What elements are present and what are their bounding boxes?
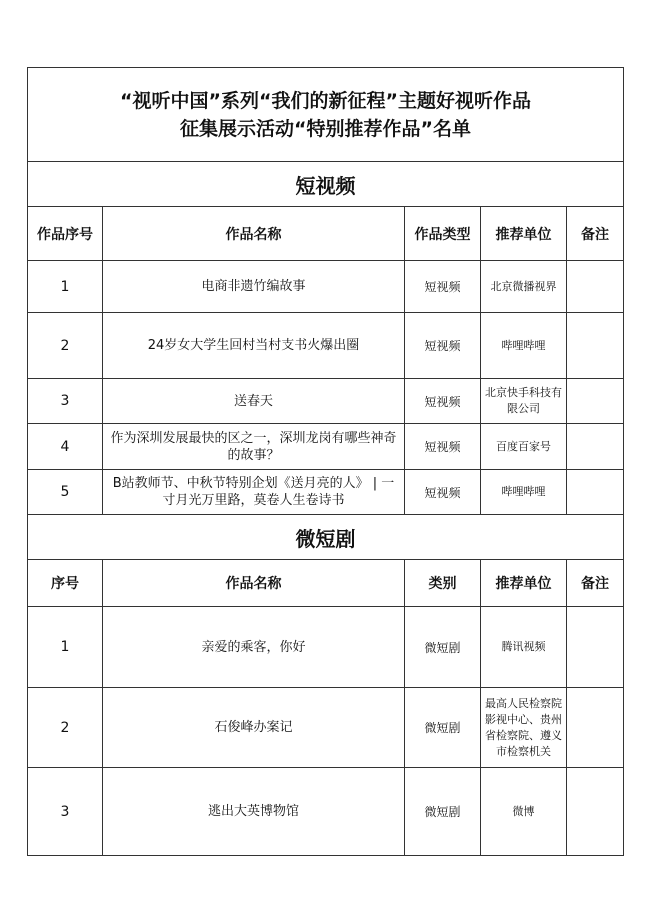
section-heading-row (28, 515, 624, 560)
remark (567, 261, 624, 313)
table-row (28, 424, 624, 470)
remark (567, 313, 624, 379)
row-number: 3 (28, 768, 103, 856)
unit-line: 北京快手科技有 (485, 386, 562, 399)
work-name: 电商非遗竹编故事 (103, 261, 405, 313)
section-title: 短视频 (28, 162, 624, 207)
work-name: B站教师节、中秋节特别企划《送月亮的人》 | 一寸月光万里路，莫卷人生卷诗书 (103, 470, 405, 515)
title-line2: 征集展示活动“特别推荐作品”名单 (180, 117, 471, 140)
row-number: 4 (28, 424, 103, 470)
work-type: 微短剧 (405, 688, 481, 768)
unit-line: 最高人民检察院 (485, 696, 562, 710)
unit-line: 限公司 (507, 402, 540, 415)
recommending-unit (481, 607, 567, 688)
work-type: 微短剧 (405, 768, 481, 856)
recommending-unit (481, 768, 567, 856)
unit-line: 百度百家号 (496, 439, 551, 453)
table-row (28, 470, 624, 515)
table-header-row (28, 207, 624, 261)
document-table (27, 67, 624, 856)
work-name: 作为深圳发展最快的区之一，深圳龙岗有哪些神奇的故事？ (103, 424, 405, 470)
table-row (28, 313, 624, 379)
work-name: 送春天 (103, 379, 405, 424)
work-name: 逃出大英博物馆 (103, 768, 405, 856)
remark (567, 607, 624, 688)
document-title (28, 68, 624, 162)
unit-line: 省检察院、遵义 (485, 728, 562, 742)
section-title: 微短剧 (28, 515, 624, 560)
row-number: 1 (28, 607, 103, 688)
unit-line: 哔哩哔哩 (501, 338, 546, 352)
work-name: 亲爱的乘客，你好 (103, 607, 405, 688)
unit-line: 腾讯视频 (501, 640, 546, 653)
remark (567, 768, 624, 856)
recommending-unit (481, 688, 567, 768)
remark (567, 424, 624, 470)
recommending-unit (481, 313, 567, 379)
column-header: 序号 (28, 560, 103, 607)
table-body (28, 68, 624, 856)
column-header: 作品名称 (103, 560, 405, 607)
unit-line: 市检察机关 (496, 744, 551, 758)
unit-line: 哔哩哔哩 (501, 485, 546, 498)
column-header: 推荐单位 (481, 560, 567, 607)
row-number: 1 (28, 261, 103, 313)
work-type: 短视频 (405, 261, 481, 313)
row-number: 2 (28, 688, 103, 768)
remark (567, 470, 624, 515)
column-header: 备注 (567, 207, 624, 261)
title-line1: “视听中国”系列“我们的新征程”主题好视听作品 (120, 89, 531, 112)
unit-line: 北京微播视界 (490, 279, 557, 293)
work-type: 短视频 (405, 379, 481, 424)
unit-line: 影视中心、贵州 (485, 712, 562, 726)
work-name: 石俊峰办案记 (103, 688, 405, 768)
recommending-unit (481, 470, 567, 515)
table-header-row (28, 560, 624, 607)
work-type: 微短剧 (405, 607, 481, 688)
recommending-unit (481, 424, 567, 470)
table-row (28, 688, 624, 768)
column-header: 作品类型 (405, 207, 481, 261)
table-row (28, 261, 624, 313)
work-type: 短视频 (405, 470, 481, 515)
section-heading-row (28, 162, 624, 207)
column-header: 作品序号 (28, 207, 103, 261)
column-header: 类别 (405, 560, 481, 607)
work-type: 短视频 (405, 424, 481, 470)
column-header: 作品名称 (103, 207, 405, 261)
title-row (28, 68, 624, 162)
remark (567, 379, 624, 424)
row-number: 3 (28, 379, 103, 424)
column-header: 备注 (567, 560, 624, 607)
table-row (28, 607, 624, 688)
unit-line: 微博 (512, 804, 535, 818)
row-number: 5 (28, 470, 103, 515)
row-number: 2 (28, 313, 103, 379)
table-row (28, 379, 624, 424)
recommending-unit (481, 379, 567, 424)
work-type: 短视频 (405, 313, 481, 379)
remark (567, 688, 624, 768)
recommending-unit (481, 261, 567, 313)
table-row (28, 768, 624, 856)
column-header: 推荐单位 (481, 207, 567, 261)
work-name: 24岁女大学生回村当村支书火爆出圈 (103, 313, 405, 379)
